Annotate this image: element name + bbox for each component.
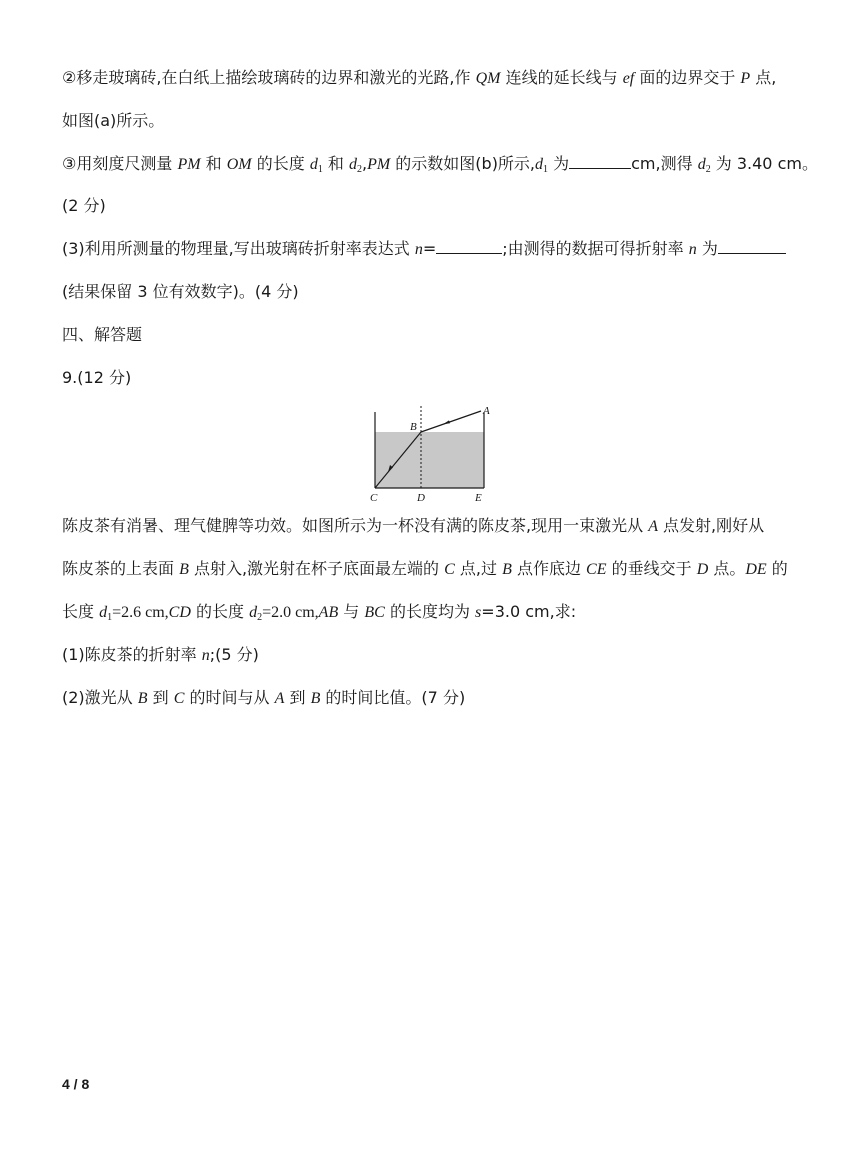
q9-subquestion-1: (1)陈皮茶的折射率 n;(5 分) (62, 645, 259, 664)
q9-para-line2: 陈皮茶的上表面 B 点射入,激光射在杯子底面最左端的 C 点,过 B 点作底边 CE 的垂线交于 D 点。DE 的 (62, 559, 788, 578)
q9-header: 9.(12 分) (62, 368, 132, 387)
tea-liquid (375, 432, 484, 488)
label-A: A (483, 405, 490, 417)
q3-line1: (3)利用所测量的物理量,写出玻璃砖折射率表达式 n= ;由测得的数据可得折射率 n 为 (62, 239, 786, 260)
step2-line1: ②移走玻璃砖,在白纸上描绘玻璃砖的边界和激光的光路,作 QM 连线的延长线与 ef 面的边界交于 P 点, (62, 68, 777, 87)
q9-para-line3: 长度 $d_1=2.6$ cm,CD 的长度 $d_2=2.0$ cm,AB 与 BC 的长度均为 s=3.0 cm,求: (62, 602, 577, 623)
step2-line2: 如图(a)所示。 (62, 111, 165, 130)
label-C: C (370, 492, 378, 504)
tea-cup-diagram (360, 402, 500, 504)
d1-answer-blank[interactable] (569, 154, 631, 169)
step3-line1: ③用刻度尺测量 PM 和 OM 的长度 $d_1$ 和 $d_2,PM$ 的示数如图(b)所示$,d_1$ 为 cm,测得 $d_2$ 为 3.40 cm。 (62, 154, 818, 175)
label-E: E (475, 492, 482, 504)
formula-answer-blank[interactable] (436, 239, 502, 254)
section-title: 四、解答题 (62, 325, 143, 344)
ray-AB (421, 411, 481, 432)
arrow-AB (443, 420, 450, 424)
q3-line2: (结果保留 3 位有效数字)。(4 分) (62, 282, 299, 301)
step3-score: (2 分) (62, 196, 106, 215)
label-B: B (410, 421, 417, 433)
q9-para-line1: 陈皮茶有消暑、理气健脾等功效。如图所示为一杯没有满的陈皮茶,现用一束激光从 A 点发射,刚好从 (62, 516, 765, 535)
label-D: D (417, 492, 425, 504)
index-answer-blank[interactable] (718, 239, 786, 254)
page-number: 4 / 8 (62, 1076, 90, 1092)
q9-subquestion-2: (2)激光从 B 到 C 的时间与从 A 到 B 的时间比值。(7 分) (62, 688, 466, 707)
